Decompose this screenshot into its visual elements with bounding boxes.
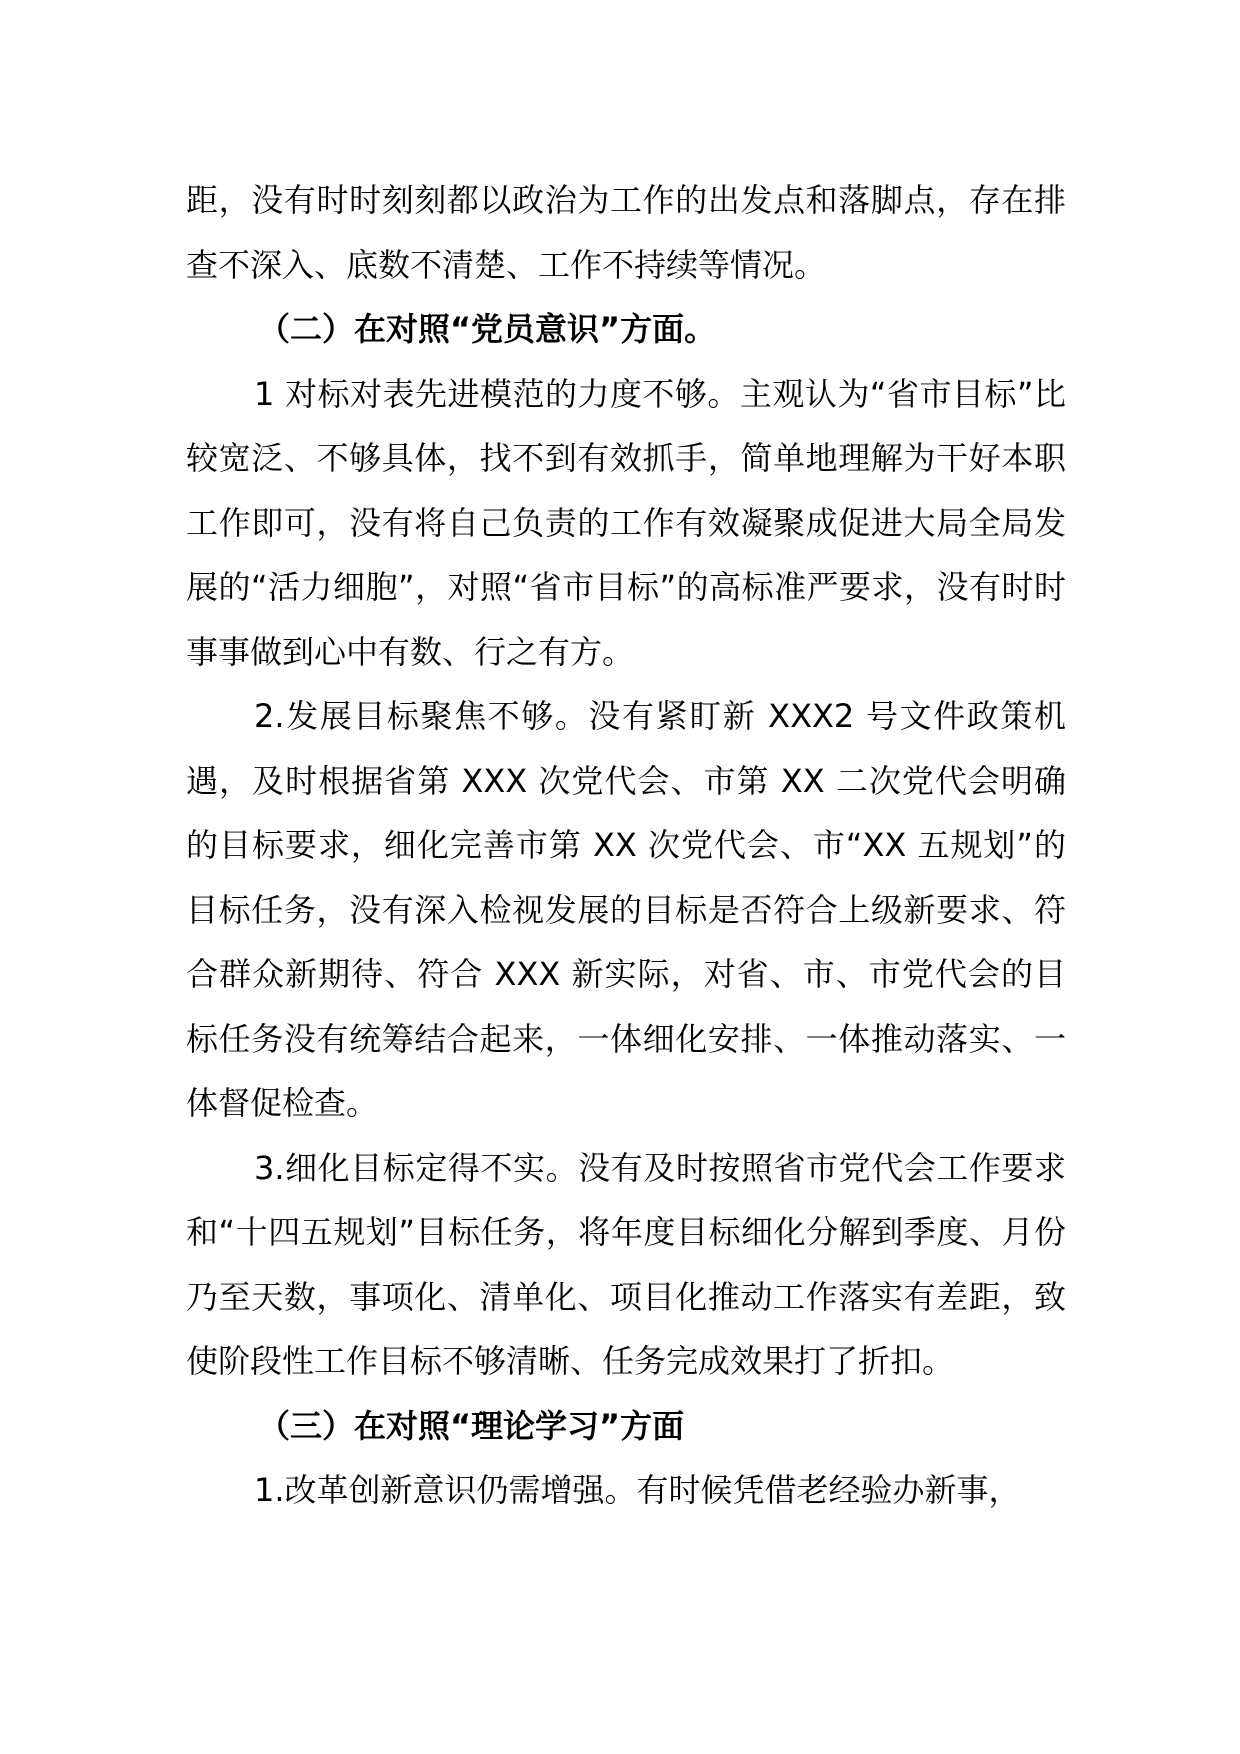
- paragraph-continuation: 距，没有时时刻刻都以政治为工作的出发点和落脚点，存在排查不深入、底数不清楚、工作不持续等情况。: [186, 181, 1066, 284]
- section-heading-theory-study: （三）在对照“理论学习”方面: [258, 1406, 685, 1445]
- document-body: [186, 168, 1066, 1523]
- paragraph-item-3: 3.细化目标定得不实。没有及时按照省市党代会工作要求和“十四五规划”目标任务，将年度目标细化分解到季度、月份乃至天数，事项化、清单化、项目化推动工作落实有差距，致使阶段性工作目标不够清晰、任务完成效果打了折扣。: [186, 1148, 1066, 1380]
- section-heading-party-member-awareness: （二）在对照“党员意识”方面。: [258, 310, 717, 348]
- paragraph-item-2: 2.发展目标聚焦不够。没有紧盯新 XXX2 号文件政策机遇，及时根据省第 XXX 次党代会、市第 XX 二次党代会明确的目标要求，细化完善市第 XX 次党代会、市“XX 五规划”的目标任务，没有深入检视发展的目标是否符合上级新要求、符合群众新期待、符合 XXX 新实际，对省、市、市党代会的目标任务没有统筹结合起来，一体细化安排、一体推动落实、一体督促检查。: [186, 697, 1066, 1122]
- paragraph-item-1: 1 对标对表先进模范的力度不够。主观认为“省市目标”比较宽泛、不够具体，找不到有效抓手，简单地理解为干好本职工作即可，没有将自己负责的工作有效凝聚成促进大局全局发展的“活力细胞”，对照“省市目标”的高标准严要求，没有时时事事做到心中有数、行之有方。: [186, 374, 1066, 671]
- paragraph-item-reform: 1.改革创新意识仍需增强。有时候凭借老经验办新事，: [254, 1471, 1021, 1509]
